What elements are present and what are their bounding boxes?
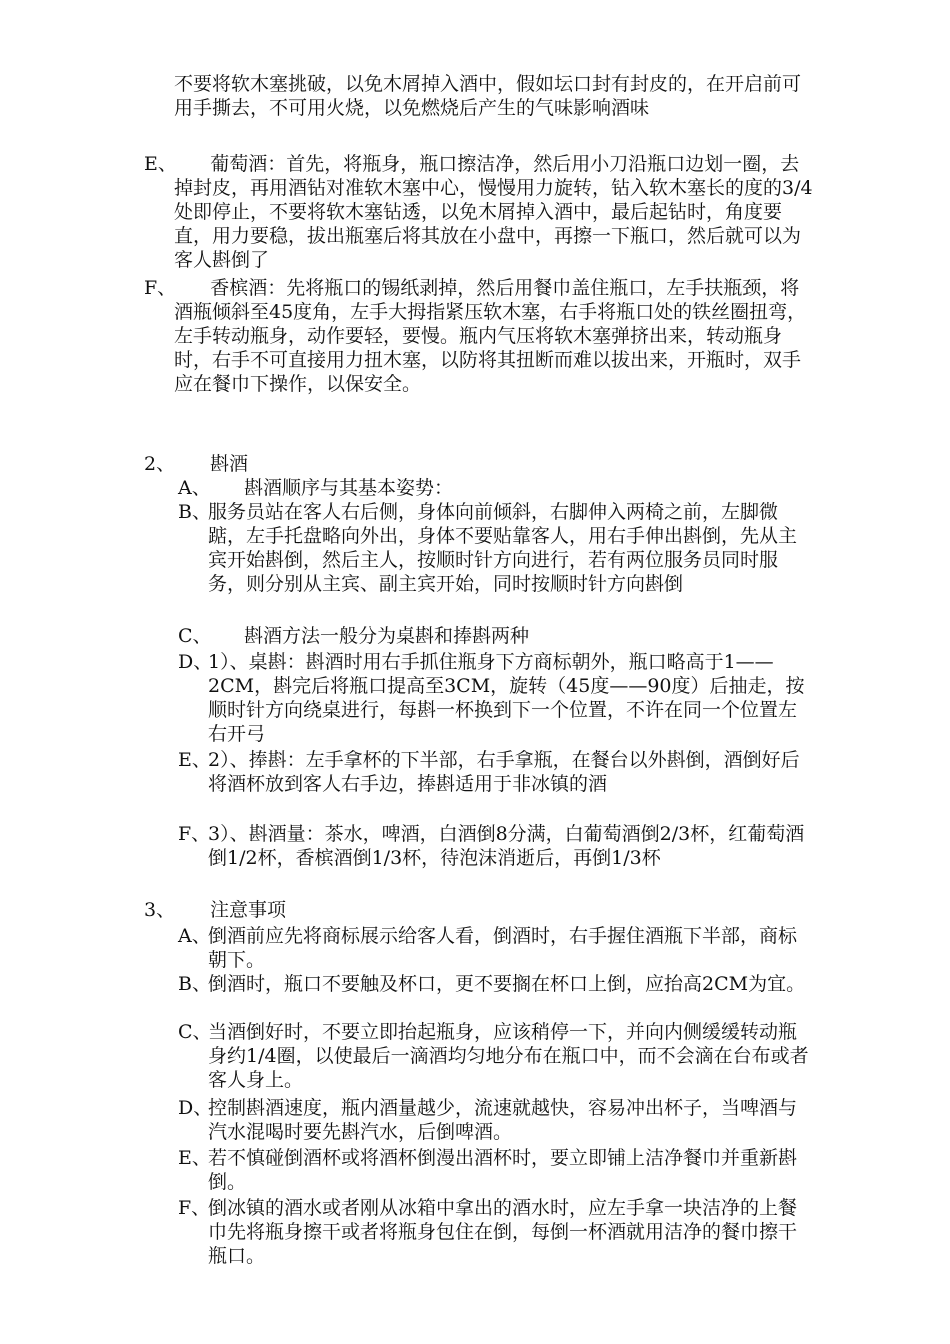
- item-marker: F、: [178, 823, 211, 845]
- item-marker: B、: [178, 501, 211, 523]
- section-title: 注意事项: [210, 899, 287, 921]
- item-text: 倒酒前应先将商标展示给客人看，倒酒时，右手握住酒瓶下半部，商标朝下。: [208, 925, 798, 971]
- item-marker: C、: [178, 625, 212, 647]
- section-3-heading: [144, 898, 444, 922]
- item-text: 2）、捧斟：左手拿杯的下半部，右手拿瓶，在餐台以外斟倒，酒倒好后将酒杯放到客人右手边，捧斟适用于非冰镇的酒: [208, 749, 800, 795]
- item-marker: C、: [178, 1021, 212, 1043]
- item-marker: F、: [178, 1197, 211, 1219]
- item-marker: F、: [144, 277, 177, 299]
- section-title: 斟酒: [210, 453, 249, 475]
- item-marker: E、: [178, 1147, 211, 1169]
- opening-item-e: [144, 152, 814, 272]
- item-text: 葡萄酒：首先，将瓶身，瓶口擦洁净，然后用小刀沿瓶口边划一圈，去掉封皮，再用酒钻对准软木塞中心，慢慢用力旋转，钻入软木塞长的度的3/4处即停止，不要将软木塞钻透，以免木屑掉入酒中，最后起钻时，角度要直，用力要稳，拔出瓶塞后将其放在小盘中，再擦一下瓶口，然后就可以为客人斟倒了: [174, 153, 813, 271]
- item-marker: E、: [144, 153, 177, 175]
- item-text: 当酒倒好时，不要立即抬起瓶身，应该稍停一下，并向内侧缓缓转动瓶身约1/4圈，以使最后一滴酒均匀地分布在瓶口中，而不会滴在台布或者客人身上。: [208, 1021, 809, 1091]
- section-number: 3、: [144, 899, 176, 921]
- item-marker: D、: [178, 1097, 213, 1119]
- item-text: 控制斟酒速度，瓶内酒量越少，流速就越快，容易冲出杯子，当啤酒与汽水混喝时要先斟汽水，后倒啤酒。: [208, 1097, 798, 1143]
- item-text: 倒冰镇的酒水或者刚从冰箱中拿出的酒水时，应左手拿一块洁净的上餐巾先将瓶身擦干或者将瓶身包住在倒，每倒一杯酒就用洁净的餐巾擦干瓶口。: [208, 1197, 798, 1267]
- item-text: 香槟酒：先将瓶口的锡纸剥掉，然后用餐巾盖住瓶口，左手扶瓶颈，将酒瓶倾斜至45度角，左手大拇指紧压软木塞，右手将瓶口处的铁丝圈扭弯，左手转动瓶身，动作要轻，要慢。瓶内气压将软木塞弹挤出来，转动瓶身时，右手不可直接用力扭木塞，以防将其扭断而难以拔出来，开瓶时，双手应在餐巾下操作，以保安全。: [174, 277, 807, 395]
- item-text: 斟酒方法一般分为桌斟和捧斟两种: [244, 625, 530, 647]
- continuation-text: 不要将软木塞挑破，以免木屑掉入酒中，假如坛口封有封皮的，在开启前可用手撕去，不可用火烧，以免燃烧后产生的气味影响酒味: [174, 73, 802, 119]
- item-marker: B、: [178, 973, 211, 995]
- item-marker: A、: [178, 925, 211, 947]
- item-text: 若不慎碰倒酒杯或将酒杯倒漫出酒杯时，要立即铺上洁净餐巾并重新斟倒。: [208, 1147, 798, 1193]
- item-marker: A、: [178, 477, 211, 499]
- item-text: 1）、桌斟：斟酒时用右手抓住瓶身下方商标朝外，瓶口略高于1——2CM，斟完后将瓶口提高至3CM，旋转（45度——90度）后抽走，按顺时针方向绕桌进行，每斟一杯换到下一个位置，不许在同一个位置左右开弓: [208, 651, 805, 745]
- item-text: 倒酒时，瓶口不要触及杯口，更不要搁在杯口上倒，应抬高2CM为宜。: [208, 973, 806, 995]
- item-text: 3）、斟酒量：茶水，啤酒，白酒倒8分满，白葡萄酒倒2/3杯，红葡萄酒倒1/2杯，香槟酒倒1/3杯，待泡沫消逝后，再倒1/3杯: [208, 823, 805, 869]
- section-number: 2、: [144, 453, 176, 475]
- item-marker: E、: [178, 749, 211, 771]
- section-2-heading: [144, 452, 444, 476]
- item-text: 服务员站在客人右后侧，身体向前倾斜，右脚伸入两椅之前，左脚微踮，左手托盘略向外出，身体不要贴靠客人，用右手伸出斟倒，先从主宾开始斟倒，然后主人，按顺时针方向进行，若有两位服务员同时服务，则分别从主宾、副主宾开始，同时按顺时针方向斟倒: [208, 501, 798, 595]
- item-text: 斟酒顺序与其基本姿势：: [244, 477, 454, 499]
- opening-item-f: [144, 276, 814, 426]
- item-marker: D、: [178, 651, 213, 673]
